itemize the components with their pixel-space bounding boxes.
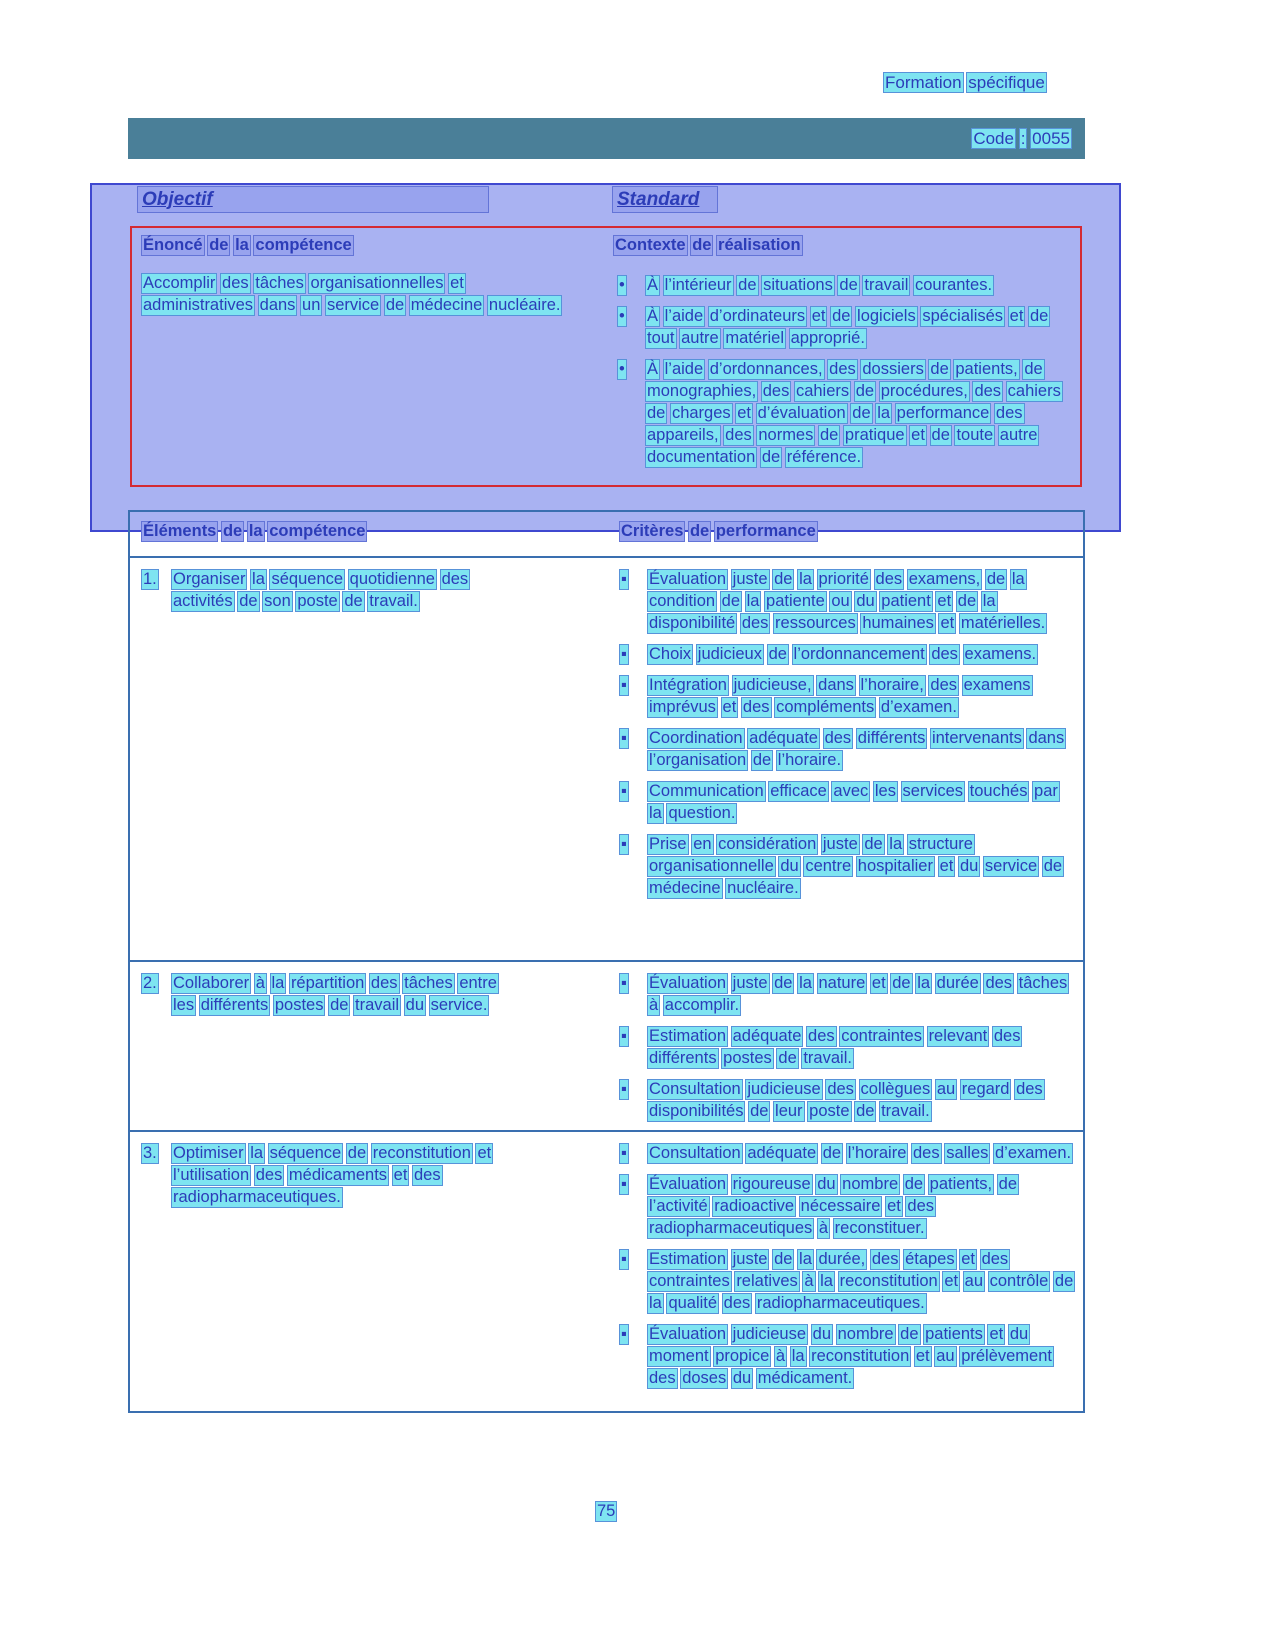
page-number: 75 (597, 1502, 616, 1520)
list-item (620, 1078, 1078, 1122)
criteria-text: Évaluation judicieuse du nombre de patients et du moment propice à la reconstitution et au prélèvement des doses du médicament. (649, 1325, 1052, 1387)
criteria-text: Intégration judicieuse, dans l’horaire, des examens imprévus et des compléments d’examen. (649, 676, 1031, 716)
list-item (618, 274, 1070, 296)
standard-heading (612, 186, 718, 213)
bullet-icon: ▪ (621, 1175, 627, 1193)
criteria-text: Évaluation juste de la nature et de la durée des tâches à accomplir. (649, 974, 1068, 1014)
criteria-text: Communication efficace avec les services touchés par la question. (649, 782, 1058, 822)
objective-standard-panel (90, 183, 1121, 532)
element-number: 2. (143, 974, 157, 992)
list-item (620, 972, 1078, 1016)
table-row (130, 1130, 1083, 1411)
list-item (620, 643, 1078, 665)
element-item (142, 568, 588, 612)
objectif-heading (137, 186, 489, 213)
table-row (130, 960, 1083, 1130)
list-item (620, 1173, 1078, 1239)
element-text: Organiser la séquence quotidienne des activités de son poste de travail. (173, 570, 469, 610)
code-label: Code : 0055 (973, 128, 1070, 148)
bullet-icon: • (619, 360, 625, 378)
elements-table-header (130, 512, 1083, 556)
criteria-text: Évaluation rigoureuse du nombre de patients, de l’activité radioactive nécessaire et des radiopharmaceutiques à reconstituer. (649, 1175, 1017, 1237)
element-number: 1. (143, 570, 157, 588)
bullet-icon: ▪ (621, 782, 627, 800)
bullet-icon: ▪ (621, 974, 627, 992)
bullet-icon: ▪ (621, 1250, 627, 1268)
bullet-icon: ▪ (621, 835, 627, 853)
list-item (620, 833, 1078, 899)
criteria-header-cell (608, 520, 1083, 556)
criteria-text: Consultation judicieuse des collègues au regard des disponibilités de leur poste de travail. (649, 1080, 1043, 1120)
objectif-label: Objectif (142, 188, 213, 210)
bullet-icon: ▪ (621, 1027, 627, 1045)
bullet-icon: • (619, 276, 625, 294)
list-item (620, 674, 1078, 718)
competence-statement-header: Énoncé de la compétence (143, 236, 352, 254)
element-cell (130, 1142, 608, 1403)
criteria-text: Évaluation juste de la priorité des examens, de la condition de la patiente ou du patient et de la disponibilité des ressources humaines et matérielles. (649, 570, 1046, 632)
competence-table (130, 226, 1082, 487)
criteria-text: Consultation adéquate de l’horaire des salles d’examen. (649, 1144, 1072, 1162)
bullet-icon: ▪ (621, 645, 627, 663)
elements-table (128, 510, 1085, 1413)
criteria-cell (608, 568, 1086, 952)
table-row (130, 556, 1083, 960)
context-bullet-text: À l’aide d’ordonnances, des dossiers de patients, de monographies, des cahiers de procédures, des cahiers de charges et d’évaluation de la performance des appareils, des normes de pratique et de toute autre documentation de référence. (647, 360, 1061, 466)
element-text: Collaborer à la répartition des tâches entre les différents postes de travail du service. (173, 974, 497, 1014)
standard-label: Standard (617, 188, 700, 210)
list-item (620, 1025, 1078, 1069)
element-item (142, 1142, 588, 1208)
list-item (618, 358, 1070, 468)
criteria-cell (608, 1142, 1086, 1403)
criteria-header-label: Critères de performance (621, 522, 816, 540)
element-item (142, 972, 588, 1016)
realisation-context-header: Contexte de réalisation (615, 236, 801, 254)
element-cell (130, 972, 608, 1122)
context-bullet-text: À l’aide d’ordinateurs et de logiciels spécialisés et de tout autre matériel approprié. (647, 307, 1049, 347)
list-item (620, 1323, 1078, 1389)
competence-statement-text: Accomplir des tâches organisationnelles et administratives dans un service de médecine nucléaire. (143, 274, 561, 314)
formation-label: Formation spécifique (885, 73, 1045, 92)
bullet-icon: ▪ (621, 729, 627, 747)
elements-header-label: Éléments de la compétence (143, 522, 366, 540)
list-item (620, 568, 1078, 634)
criteria-text: Estimation juste de la durée, des étapes et des contraintes relatives à la reconstitution et au contrôle de la qualité des radiopharmaceutiques. (649, 1250, 1074, 1312)
code-bar (128, 118, 1085, 159)
bullet-icon: ▪ (621, 676, 627, 694)
criteria-cell (608, 972, 1086, 1122)
bullet-icon: ▪ (621, 1080, 627, 1098)
criteria-text: Prise en considération juste de la structure organisationnelle du centre hospitalier et du service de médecine nucléaire. (649, 835, 1063, 897)
element-number: 3. (143, 1144, 157, 1162)
list-item (620, 727, 1078, 771)
element-cell (130, 568, 608, 952)
criteria-text: Choix judicieux de l’ordonnancement des examens. (649, 645, 1037, 663)
context-bullet-text: À l’intérieur de situations de travail courantes. (647, 276, 993, 294)
list-item (620, 1142, 1078, 1164)
element-text: Optimiser la séquence de reconstitution et l’utilisation des médicaments et des radiopharmaceutiques. (173, 1144, 492, 1206)
criteria-text: Estimation adéquate des contraintes relevant des différents postes de travail. (649, 1027, 1021, 1067)
context-bullet-list (618, 274, 1070, 468)
bullet-icon: ▪ (621, 570, 627, 588)
criteria-text: Coordination adéquate des différents intervenants dans l’organisation de l’horaire. (649, 729, 1065, 769)
bullet-icon: ▪ (621, 1144, 627, 1162)
bullet-icon: • (619, 307, 625, 325)
list-item (618, 305, 1070, 349)
list-item (620, 1248, 1078, 1314)
list-item (620, 780, 1078, 824)
elements-header-cell (130, 520, 608, 556)
bullet-icon: ▪ (621, 1325, 627, 1343)
